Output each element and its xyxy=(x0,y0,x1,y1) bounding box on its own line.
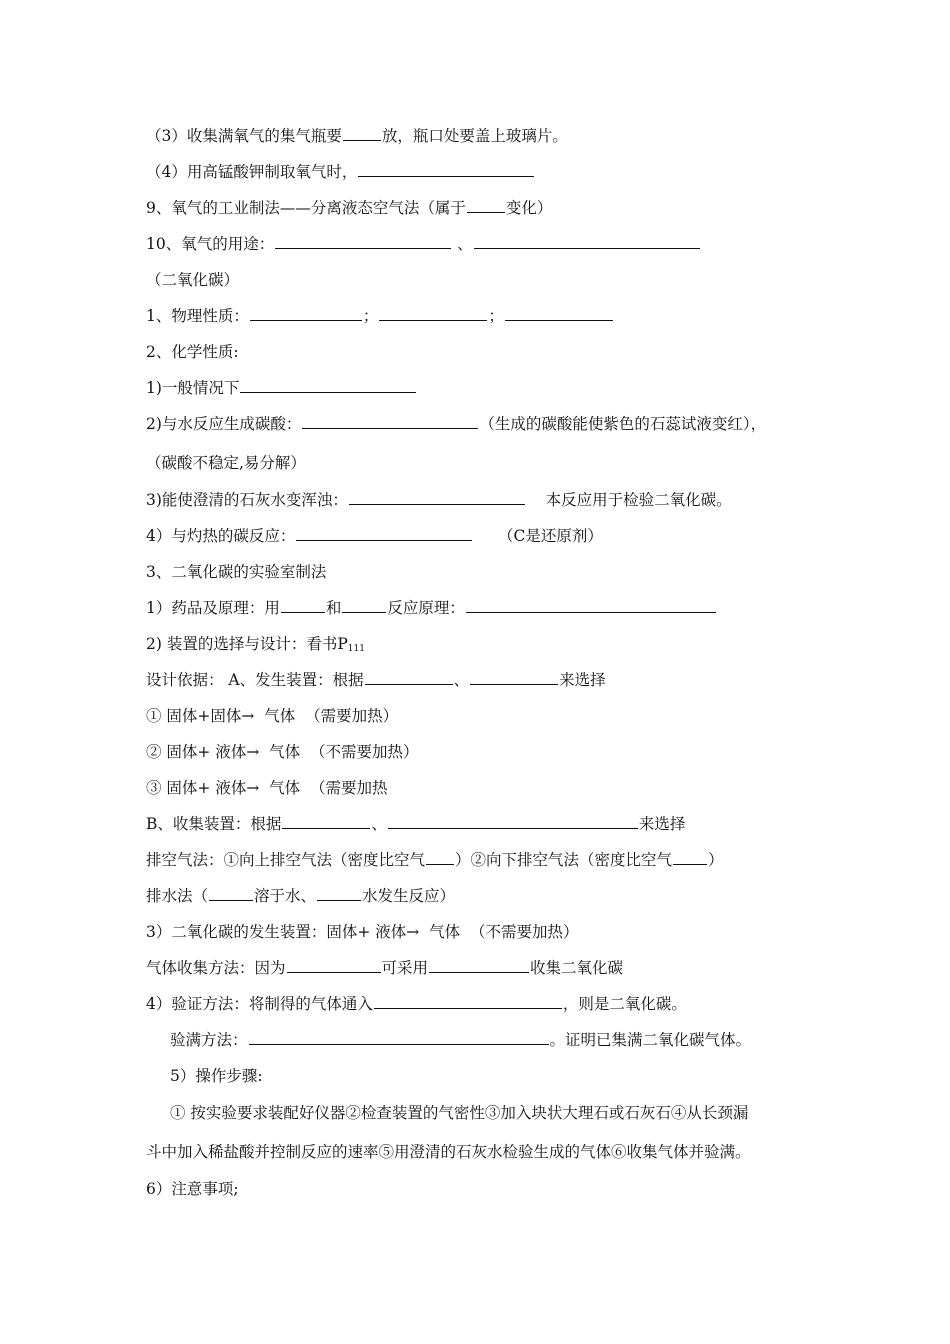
blank-field[interactable] xyxy=(358,162,534,177)
line-notes: 6）注意事项; xyxy=(146,1180,239,1198)
line-limewater: 3)能使澄清的石灰水变浑浊： 本反应用于检验二氧化碳。 xyxy=(146,491,732,509)
blank-field[interactable] xyxy=(470,670,558,685)
blank-field[interactable] xyxy=(282,814,370,829)
line-carbonic-acid-note: （碳酸不稳定,易分解） xyxy=(146,454,306,472)
line-full-check: 验满方法： 。证明已集满二氧化碳气体。 xyxy=(170,1031,752,1049)
blank-field[interactable] xyxy=(388,814,638,829)
line-reagents: 1）药品及原理：用 和 反应原理： xyxy=(146,597,717,619)
line-option-1: ① 固体+固体→ 气体 （需要加热） xyxy=(146,707,399,725)
blank-field[interactable] xyxy=(317,886,361,901)
blank-field[interactable] xyxy=(249,1030,549,1045)
blank-field[interactable] xyxy=(275,234,451,249)
blank-field[interactable] xyxy=(281,598,325,613)
blank-field[interactable] xyxy=(374,994,562,1009)
line-water-displacement: 排水法（ 溶于水、 水发生反应） xyxy=(146,887,456,905)
blank-field[interactable] xyxy=(429,958,529,973)
line-general: 1)一般情况下 xyxy=(146,377,417,399)
line-collection-device: B、收集装置：根据 、 来选择 xyxy=(146,815,686,833)
line-physical-props: 1、物理性质： ； ； xyxy=(146,305,614,327)
blank-field[interactable] xyxy=(474,234,700,249)
blank-field[interactable] xyxy=(505,306,613,321)
line-hot-carbon: 4）与灼热的碳反应： （C是还原剂） xyxy=(146,527,603,545)
line-industrial-oxygen: 9、氧气的工业制法——分离液态空气法（属于 变化） xyxy=(146,199,553,217)
blank-field[interactable] xyxy=(296,526,472,541)
blank-field[interactable] xyxy=(343,126,381,141)
line-co2-generator: 3）二氧化碳的发生装置：固体+ 液体→ 气体 （不需要加热） xyxy=(146,923,579,941)
line-oxygen-uses: 10、氧气的用途： 、 xyxy=(146,233,701,255)
blank-field[interactable] xyxy=(302,414,478,429)
blank-field[interactable] xyxy=(349,490,525,505)
blank-field[interactable] xyxy=(467,198,505,213)
blank-field[interactable] xyxy=(240,378,416,393)
line-kmno4: （4）用高锰酸钾制取氧气时， xyxy=(146,161,535,183)
blank-field[interactable] xyxy=(673,850,707,865)
blank-field[interactable] xyxy=(209,886,253,901)
line-option-2: ② 固体+ 液体→ 气体 （不需要加热） xyxy=(146,743,419,761)
line-design-basis: 设计依据： A、发生装置：根据 、 来选择 xyxy=(146,671,606,689)
line-lab-preparation: 3、二氧化碳的实验室制法 xyxy=(146,563,327,581)
blank-field[interactable] xyxy=(342,598,386,613)
line-steps-1: ① 按实验要求装配好仪器②检查装置的气密性③加入块状大理石或石灰石④从长颈漏 xyxy=(170,1104,749,1122)
line-option-3: ③ 固体+ 液体→ 气体 （需要加热 xyxy=(146,779,388,797)
blank-field[interactable] xyxy=(287,958,381,973)
section-heading-co2: （二氧化碳） xyxy=(146,271,240,289)
line-gas-collection: 气体收集方法：因为 可采用 收集二氧化碳 xyxy=(146,959,624,977)
line-water-reaction: 2)与水反应生成碳酸： （生成的碳酸能使紫色的石蕊试液变红）， xyxy=(146,415,767,433)
line-steps-2: 斗中加入稀盐酸并控制反应的速率⑤用澄清的石灰水检验生成的气体⑥收集气体并验满。 xyxy=(146,1143,751,1161)
blank-field[interactable] xyxy=(250,306,362,321)
line-apparatus: 2) 装置的选择与设计：看书$P_{111}$ xyxy=(146,635,365,654)
blank-field[interactable] xyxy=(365,670,453,685)
line-steps-heading: 5）操作步骤: xyxy=(170,1067,263,1085)
line-collect-oxygen: （3）收集满氧气的集气瓶要 放，瓶口处要盖上玻璃片。 xyxy=(146,127,568,145)
blank-field[interactable] xyxy=(426,850,454,865)
line-air-displacement: 排空气法：①向上排空气法（密度比空气 ）②向下排空气法（密度比空气 ） xyxy=(146,851,724,869)
blank-field[interactable] xyxy=(466,598,716,613)
line-verification: 4）验证方法：将制得的气体通入 ，则是二氧化碳。 xyxy=(146,995,687,1013)
line-chemical-props: 2、化学性质: xyxy=(146,343,239,361)
blank-field[interactable] xyxy=(379,306,487,321)
